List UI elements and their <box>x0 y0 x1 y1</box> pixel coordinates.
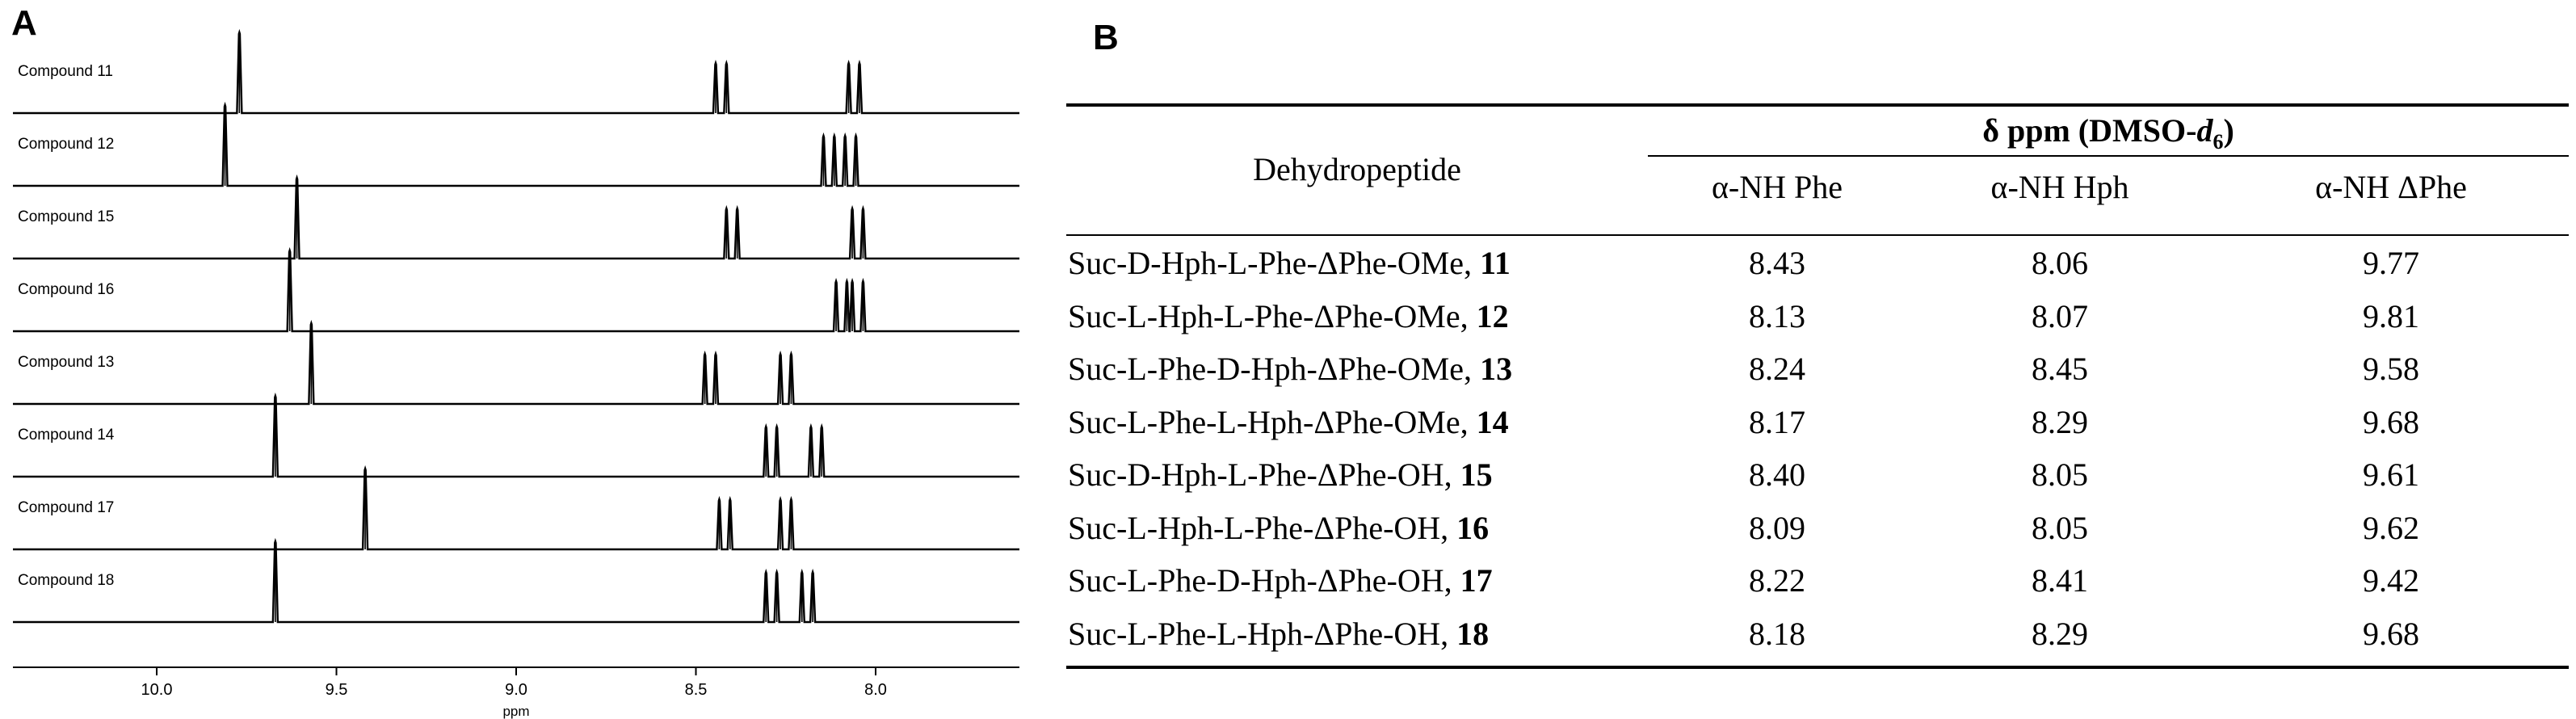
peptide-name: Suc-L-Phe-L-Hph-ΔPhe-OMe, <box>1068 403 1477 440</box>
x-axis-title: ppm <box>502 704 530 719</box>
spectrum-label: Compound 18 <box>18 572 115 589</box>
table-cell-value: 8.22 <box>1749 562 1805 599</box>
x-tick-label: 8.5 <box>684 681 708 699</box>
column-header-hph: α-NH Hph <box>1990 169 2129 205</box>
table-cell-value: 8.43 <box>1749 245 1805 281</box>
table-cell-value: 8.29 <box>2032 403 2088 440</box>
spectrum-label: Compound 13 <box>18 354 115 371</box>
peptide-name: Suc-L-Hph-L-Phe-ΔPhe-OMe, <box>1068 297 1477 334</box>
table-cell-value: 8.05 <box>2032 509 2088 546</box>
compound-number: 14 <box>1476 403 1509 440</box>
spectrum-trace <box>13 105 1019 186</box>
spectrum-line <box>13 541 1019 622</box>
nmr-spectra-chart <box>0 0 1050 719</box>
table-cell-value: 8.05 <box>2032 456 2088 493</box>
peptide-name: Suc-D-Hph-L-Phe-ΔPhe-OMe, <box>1068 245 1481 281</box>
column-header-dphe: α-NH ΔPhe <box>2315 169 2467 205</box>
spectrum-line <box>13 469 1019 549</box>
compound-number: 18 <box>1456 615 1490 652</box>
table-row-name <box>1068 353 1512 385</box>
table-cell-value: 8.06 <box>2032 245 2088 281</box>
x-tick-label: 9.5 <box>325 681 348 699</box>
spectrum-label: Compound 14 <box>18 427 115 444</box>
compound-number: 16 <box>1456 509 1490 546</box>
table-cell-value: 8.18 <box>1749 615 1805 652</box>
table-row-name <box>1068 615 1490 652</box>
spectrum-line <box>13 32 1019 113</box>
spectrum-trace <box>13 541 1019 622</box>
compound-number: 11 <box>1480 245 1511 281</box>
x-tick-label: 8.0 <box>864 681 887 699</box>
table-cell-value: 9.61 <box>2363 456 2419 493</box>
spectrum-trace <box>13 323 1019 404</box>
spectrum-trace <box>13 396 1019 477</box>
table-row-name <box>1068 247 1511 280</box>
table-cell-value: 8.07 <box>2032 297 2088 334</box>
table-cell-value: 9.58 <box>2363 351 2419 387</box>
spectrum-trace <box>13 250 1019 331</box>
spectrum-trace <box>13 469 1019 549</box>
table-top-rule <box>1066 103 2569 107</box>
compound-number: 13 <box>1480 351 1513 387</box>
table-cell-value: 9.81 <box>2363 297 2419 334</box>
compound-number: 12 <box>1476 297 1509 334</box>
spectrum-label: Compound 16 <box>18 281 115 298</box>
compound-number: 15 <box>1460 456 1493 493</box>
table-cell-value: 8.29 <box>2032 615 2088 652</box>
table-bottom-rule <box>1066 666 2569 669</box>
peptide-name: Suc-L-Phe-D-Hph-ΔPhe-OMe, <box>1068 351 1481 387</box>
spectrum-label: Compound 17 <box>18 499 115 516</box>
table-cell-value: 8.40 <box>1749 456 1805 493</box>
column-header-phe: α-NH Phe <box>1711 169 1843 205</box>
table-row-name <box>1068 509 1490 546</box>
spectrum-line <box>13 250 1019 331</box>
table-cell-value: 8.41 <box>2032 562 2088 599</box>
table-cell-value: 8.45 <box>2032 351 2088 387</box>
spectrum-label: Compound 11 <box>18 63 113 80</box>
table-cell-value: 8.13 <box>1749 297 1805 334</box>
table-cell-value: 9.42 <box>2363 562 2419 599</box>
spectrum-label: Compound 15 <box>18 208 115 225</box>
peptide-name: Suc-L-Phe-L-Hph-ΔPhe-OH, <box>1068 615 1457 652</box>
table-cell-value: 9.62 <box>2363 509 2419 546</box>
table-row-name <box>1068 297 1509 334</box>
spectrum-label: Compound 12 <box>18 136 115 153</box>
spectrum-trace <box>13 32 1019 113</box>
table-cell-value: 9.77 <box>2363 245 2419 281</box>
peptide-name: Suc-D-Hph-L-Phe-ΔPhe-OH, <box>1068 456 1460 493</box>
chemical-shift-table <box>1066 103 2569 669</box>
table-row-name <box>1068 562 1493 599</box>
row-header-label: Dehydropeptide <box>1253 151 1461 187</box>
group-header: δ ppm $(DMSO-d_6)$ <box>1982 112 2234 153</box>
spectrum-line <box>13 178 1019 259</box>
spectrum-line <box>13 396 1019 477</box>
header-bottom-rule <box>1066 234 2569 236</box>
panel-b-label: B <box>1093 18 1119 57</box>
table-row-name <box>1068 456 1493 493</box>
spectrum-trace <box>13 178 1019 259</box>
panel-a-label: A <box>11 3 37 43</box>
x-tick-label: 9.0 <box>505 681 527 699</box>
compound-number: 17 <box>1460 562 1493 599</box>
table-cell-value: 8.24 <box>1749 351 1805 387</box>
spectrum-line <box>13 105 1019 186</box>
peptide-name: Suc-L-Hph-L-Phe-ΔPhe-OH, <box>1068 509 1457 546</box>
x-tick-label: 10.0 <box>141 681 173 699</box>
table-row-name <box>1068 403 1509 440</box>
table-cell-value: 8.09 <box>1749 509 1805 546</box>
table-cell-value: 9.68 <box>2363 403 2419 440</box>
peptide-name: Suc-L-Phe-D-Hph-ΔPhe-OH, <box>1068 562 1460 599</box>
group-header-rule <box>1648 155 2569 157</box>
table-cell-value: 9.68 <box>2363 615 2419 652</box>
table-cell-value: 8.17 <box>1749 403 1805 440</box>
spectrum-line <box>13 323 1019 404</box>
